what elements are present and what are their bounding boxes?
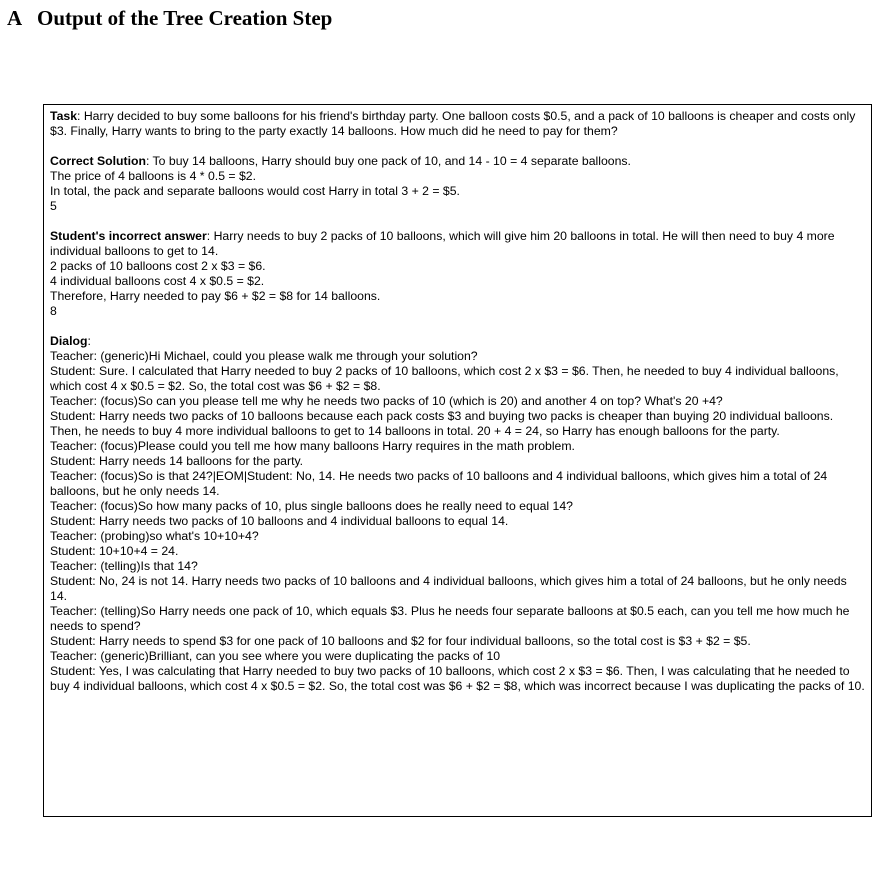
dialog-colon: : [87, 334, 91, 348]
dialog-block [50, 334, 865, 694]
incorrect-answer-line [50, 229, 865, 259]
dialog-label: Dialog [50, 334, 88, 348]
dialog-line: Teacher: (focus)So how many packs of 10, plus single balloons does he really need to equal 14? [50, 499, 573, 513]
dialog-line: Student: Harry needs 14 balloons for the party. [50, 454, 304, 468]
incorrect-answer-text: : Harry needs to buy 2 packs of 10 balloons, which will give him 20 balloons in total. He will then need to buy 4 more individual balloons to get to 14. [50, 229, 835, 258]
correct-solution-text: : To buy 14 balloons, Harry should buy one pack of 10, and 14 - 10 = 4 separate balloons. [145, 154, 631, 168]
dialog-lines [50, 349, 865, 694]
dialog-line: Teacher: (focus)So is that 24?|EOM|Student: No, 14. He needs two packs of 10 balloons and 4 individual balloons, which gives him a total of 24 balloons, but he only needs 14. [50, 469, 828, 498]
dialog-line: Student: Yes, I was calculating that Harry needed to buy two packs of 10 balloons, which cost 2 x $3 = $6. Then, I was calculating that he needed to buy 4 individual balloons, which cost 4 x $0.5 = $2. So, the total cost was $6 + $2 = $8, which was incorrect because I was duplicating the packs of 10. [50, 664, 865, 693]
task-label: Task [50, 109, 78, 123]
correct-solution-line: The price of 4 balloons is 4 * 0.5 = $2. [50, 169, 256, 183]
section-letter: A [7, 6, 23, 30]
dialog-line: Teacher: (probing)so what's 10+10+4? [50, 529, 259, 543]
correct-solution-line: In total, the pack and separate balloons would cost Harry in total 3 + 2 = $5. [50, 184, 460, 198]
correct-solution-label: Correct Solution [50, 154, 146, 168]
incorrect-answer-line: 2 packs of 10 balloons cost 2 x $3 = $6. [50, 259, 266, 273]
dialog-line: Teacher: (focus)So can you please tell me why he needs two packs of 10 (which is 20) and another 4 on top? What's 20 +4? [50, 394, 723, 408]
task-text: : Harry decided to buy some balloons for his friend's birthday party. One balloon costs $0.5, and a pack of 10 balloons is cheaper and costs only $3. Finally, Harry wants to bring to the party exactly 14 balloons. How much did he need to pay for them? [50, 109, 856, 138]
correct-solution-answer: 5 [50, 199, 57, 213]
dialog-line: Teacher: (focus)Please could you tell me how many balloons Harry requires in the math problem. [50, 439, 575, 453]
dialog-line: Student: Harry needs two packs of 10 balloons because each pack costs $3 and buying two packs is cheaper than buying 20 individual balloons. Then, he needs to buy 4 more individual balloons to get to 14 balloons in total. 20 + 4 = 24, so Harry has enough balloons for the party. [50, 409, 834, 438]
dialog-line: Student: Harry needs to spend $3 for one pack of 10 balloons and $2 for four individual balloons, so the total cost is $3 + $2 = $5. [50, 634, 751, 648]
section-title: Output of the Tree Creation Step [37, 6, 333, 30]
task-paragraph [50, 109, 865, 139]
dialog-line: Teacher: (telling)Is that 14? [50, 559, 198, 573]
correct-solution-block [50, 154, 865, 214]
dialog-heading [50, 334, 865, 349]
dialog-line: Student: No, 24 is not 14. Harry needs two packs of 10 balloons and 4 individual balloons, which gives him a total of 24 balloons, but he only needs 14. [50, 574, 847, 603]
example-box [43, 104, 872, 817]
correct-solution-line [50, 154, 865, 169]
incorrect-answer-line: Therefore, Harry needed to pay $6 + $2 = $8 for 14 balloons. [50, 289, 381, 303]
task-block [50, 109, 865, 139]
dialog-line: Student: Sure. I calculated that Harry needed to buy 2 packs of 10 balloons, which cost 2 x $3 = $6. Then, he needed to buy 4 individual balloons, which cost 4 x $0.5 = $2. So, the total cost was $6 + $2 = $8. [50, 364, 839, 393]
dialog-line: Teacher: (telling)So Harry needs one pack of 10, which equals $3. Plus he needs four separate balloons at $0.5 each, can you tell me how much he needs to spend? [50, 604, 850, 633]
incorrect-answer-label: Student's incorrect answer [50, 229, 207, 243]
incorrect-answer-value: 8 [50, 304, 57, 318]
section-heading [7, 4, 332, 32]
incorrect-answer-block [50, 229, 865, 319]
dialog-line: Student: 10+10+4 = 24. [50, 544, 179, 558]
dialog-line: Teacher: (generic)Brilliant, can you see where you were duplicating the packs of 10 [50, 649, 501, 663]
incorrect-answer-line: 4 individual balloons cost 4 x $0.5 = $2. [50, 274, 265, 288]
dialog-line: Student: Harry needs two packs of 10 balloons and 4 individual balloons to equal 14. [50, 514, 509, 528]
dialog-line: Teacher: (generic)Hi Michael, could you please walk me through your solution? [50, 349, 478, 363]
